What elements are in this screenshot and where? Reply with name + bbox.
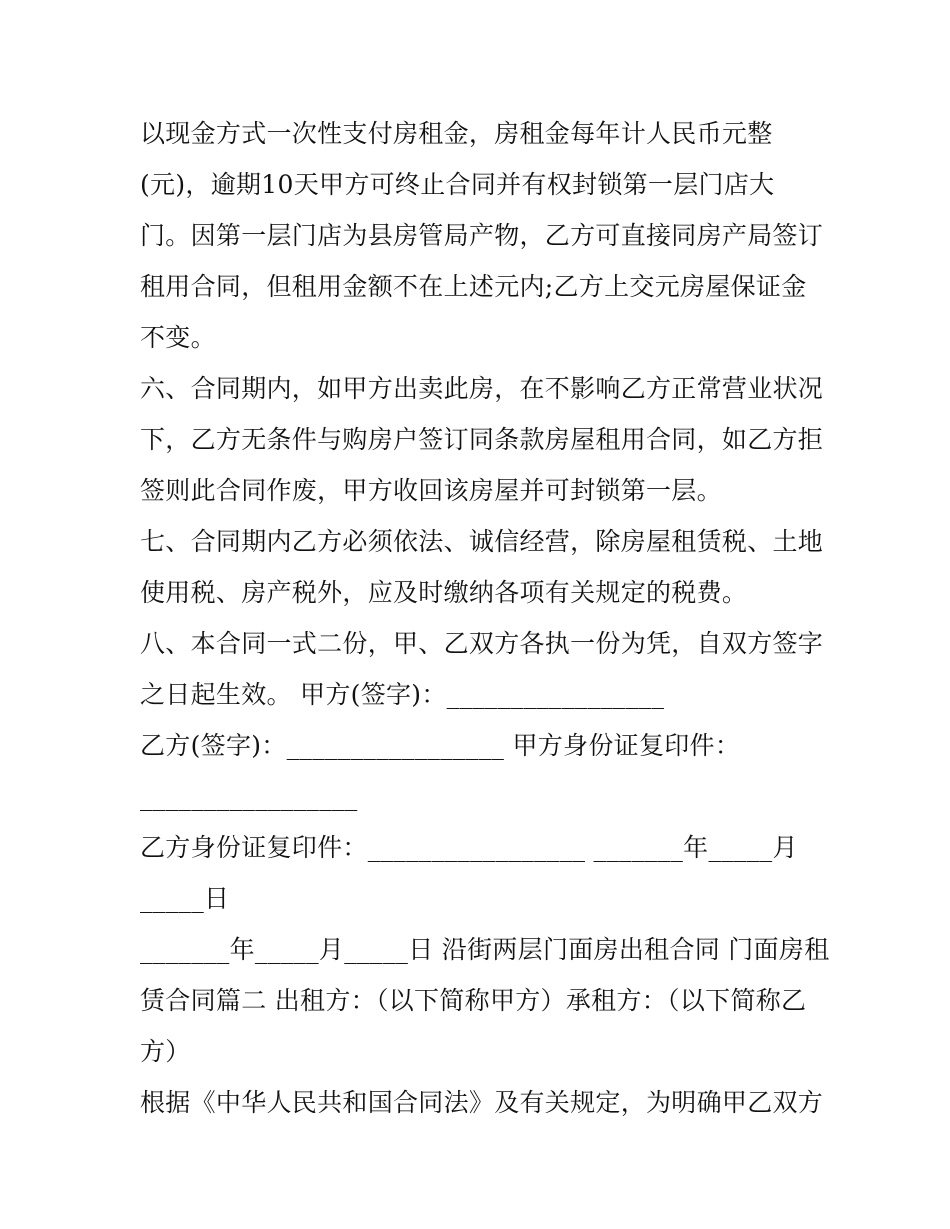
text-line: 根据《中华人民共和国合同法》及有关规定，为明确甲乙双方 — [140, 1088, 824, 1117]
text-line: 使用税、房产税外，应及时缴纳各项有关规定的税费。 — [140, 578, 748, 607]
blank-line: _________________ — [140, 782, 358, 811]
date-title-line: _______年_____月_____日 沿街两层门面房出租合同 门面房租 — [140, 935, 830, 964]
text-line: 赁合同篇二 出租方：（以下简称甲方）承租方：（以下简称乙 — [140, 986, 807, 1015]
text-line: 以现金方式一次性支付房租金，房租金每年计人民币元整 — [140, 119, 773, 148]
text-line: 签则此合同作废，甲方收回该房屋并可封锁第一层。 — [140, 476, 722, 505]
date-line: _____日 — [140, 884, 230, 913]
clause-seven-line: 七、合同期内乙方必须依法、诚信经营，除房屋租赁税、土地 — [140, 527, 824, 556]
clause-six-line: 六、合同期内，如甲方出卖此房，在不影响乙方正常营业状况 — [140, 374, 824, 403]
text-line: 租用合同，但租用金额不在上述元内;乙方上交元房屋保证金 — [140, 272, 807, 301]
party-b-signature-line: 乙方(签字)：_________________ 甲方身份证复印件： — [140, 731, 741, 760]
text-line: 不变。 — [140, 323, 216, 352]
text-line: 门。因第一层门店为县房管局产物，乙方可直接同房产局签订 — [140, 221, 824, 250]
text-line: 下，乙方无条件与购房户签订同条款房屋租用合同，如乙方拒 — [140, 425, 824, 454]
party-b-id-copy-line: 乙方身份证复印件：_________________ _______年_____月 — [140, 833, 798, 862]
text-line: (元)，逾期10天甲方可终止合同并有权封锁第一层门店大 — [140, 170, 775, 199]
text-line: 方） — [140, 1037, 191, 1066]
party-a-signature-line: 之日起生效。 甲方(签字)：_________________ — [140, 680, 665, 709]
document-body — [140, 108, 830, 1128]
clause-eight-line: 八、本合同一式二份，甲、乙双方各执一份为凭，自双方签字 — [140, 629, 824, 658]
